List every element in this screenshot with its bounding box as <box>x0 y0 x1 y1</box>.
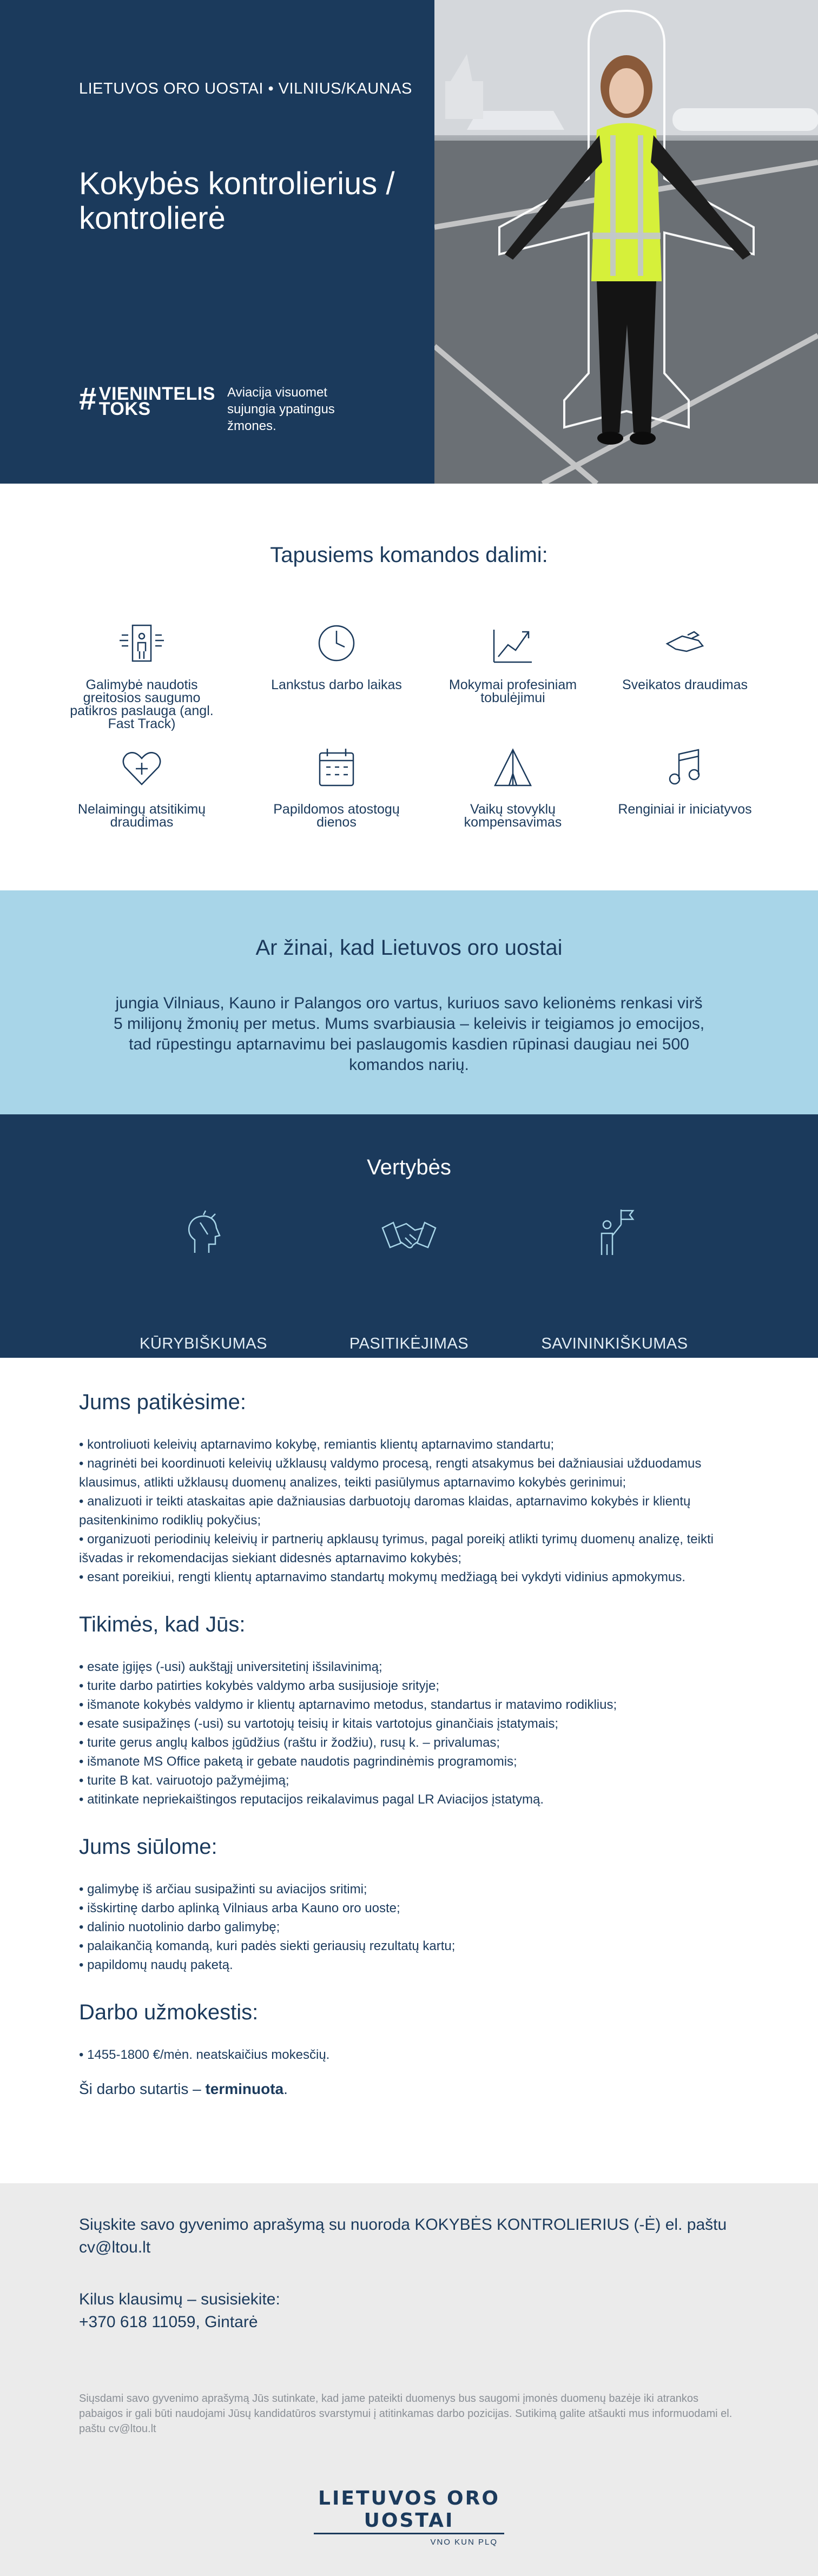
creativity-icon <box>106 1206 301 1260</box>
salary-title: Darbo užmokestis: <box>79 2000 259 2024</box>
offer-block <box>79 1835 739 1974</box>
list-item: • dalinio nuotolinio darbo galimybę; <box>79 1918 739 1937</box>
benefit-label: Sveikatos draudimas <box>622 677 748 692</box>
job-title: Kokybės kontrolierius / kontrolierė <box>79 166 395 236</box>
value-ownership <box>517 1206 712 1353</box>
contract-prefix: Ši darbo sutartis – <box>79 2080 206 2097</box>
hashtag-badge <box>79 381 215 419</box>
value-creativity <box>106 1206 301 1353</box>
responsibilities-title: Jums patikėsime: <box>79 1390 246 1414</box>
music-note-icon <box>609 743 761 792</box>
list-item: • esant poreikiui, rengti klientų aptarnavimo standartų mokymų medžiagą bei vykdyti vidinius apmokymus. <box>79 1568 739 1587</box>
salary-list <box>79 2045 739 2064</box>
list-item: • atitinkate nepriekaištingos reputacijos reikalavimus pagal LR Aviacijos įstatymą. <box>79 1790 739 1809</box>
responsibilities-list <box>79 1435 739 1587</box>
apply-text: Siųskite savo gyvenimo aprašymą su nuoroda KOKYBĖS KONTROLIERIUS (-Ė) el. paštu <box>79 2216 727 2234</box>
list-item: • išmanote kokybės valdymo ir klientų aptarnavimo metodus, standartus ir matavimo rodiklius; <box>79 1695 739 1714</box>
hero-photo-illustration <box>434 0 818 484</box>
list-item: • turite B kat. vairuotojo pažymėjimą; <box>79 1771 739 1790</box>
hashtag-word-1: VIENINTELIS <box>98 384 215 404</box>
hero-kicker: LIETUVOS ORO UOSTAI • VILNIUS/KAUNAS <box>79 80 412 97</box>
benefit-training <box>437 619 589 704</box>
list-item: • organizuoti periodinių keleivių ir partnerių apklausų tyrimus, pagal poreikį atlikti tyrimų duomenų analizę, teikti išvadas ir rekomendacijas siekiant didesnės aptarnavimo kokybės; <box>79 1530 739 1568</box>
offer-list <box>79 1880 739 1974</box>
contact-phone-link[interactable]: +370 618 11059, Gintarė <box>79 2313 258 2331</box>
hero-banner <box>0 0 818 484</box>
requirements-block <box>79 1613 739 1809</box>
list-item: • papildomų naudų paketą. <box>79 1956 739 1974</box>
fast-track-icon <box>66 619 217 668</box>
benefits-title: Tapusiems komandos dalimi: <box>270 543 548 567</box>
application-footer <box>0 2183 818 2576</box>
ownership-flag-icon <box>517 1206 712 1260</box>
hashtag-symbol: # <box>79 381 97 417</box>
responsibilities-block <box>79 1390 739 1587</box>
salary-block <box>79 2000 739 2098</box>
value-label: PASITIKĖJIMAS <box>349 1335 469 1352</box>
hashtag-word-2: TOKS <box>98 399 151 419</box>
tent-icon <box>437 743 589 792</box>
value-label: SAVININKIŠKUMAS <box>541 1335 688 1352</box>
contract-type <box>79 2080 739 2098</box>
benefit-label: Papildomos atostogų dienos <box>273 802 400 830</box>
clock-icon <box>261 619 412 668</box>
list-item: • esate susipažinęs (-usi) su vartotojų teisių ir kitais vartotojus ginančiais įstatymais; <box>79 1714 739 1733</box>
list-item: • analizuoti ir teikti ataskaitas apie dažniausias darbuotojų daromas klaidas, aptarnavimo kokybės ir klientų pasitenkinimo rodiklių pokyčius; <box>79 1492 739 1530</box>
requirements-list <box>79 1657 739 1809</box>
list-item: • galimybę iš arčiau susipažinti su aviacijos sritimi; <box>79 1880 739 1899</box>
job-details <box>0 1358 818 2183</box>
calendar-icon <box>261 743 412 792</box>
did-you-know-title: Ar žinai, kad Lietuvos oro uostai <box>255 936 563 960</box>
benefit-label: Vaikų stovyklų kompensavimas <box>464 802 562 830</box>
benefits-section <box>0 484 818 890</box>
logo-name: LIETUVOS ORO UOSTAI <box>314 2487 504 2534</box>
heart-plus-icon <box>66 743 217 792</box>
benefit-label: Galimybė naudotis greitosios saugumo patikros paslauga (angl. Fast Track) <box>70 677 214 731</box>
benefit-label: Lankstus darbo laikas <box>271 677 402 692</box>
value-label: KŪRYBIŠKUMAS <box>140 1335 267 1352</box>
hero-text-panel <box>0 0 434 484</box>
did-you-know-text: jungia Vilniaus, Kauno ir Palangos oro vartus, kuriuos savo kelionėms renkasi virš 5 milijonų žmonių per metus. Mums svarbiausia – keleivis ir teigiamos jo emocijos, tad rūpestingu aptarnavimu bei paslaugomis kasdien rūpinasi daugiau nei 500 komandos narių. <box>113 994 705 1074</box>
apply-email-link[interactable]: cv@ltou.lt <box>79 2238 151 2256</box>
contact-label: Kilus klausimų – susisiekite: <box>79 2290 280 2308</box>
list-item: • palaikančią komandą, kuri padės siekti geriausių rezultatų kartu; <box>79 1937 739 1956</box>
apply-instructions <box>79 2214 728 2259</box>
benefit-fast-track <box>66 619 217 730</box>
benefit-health-insurance <box>609 619 761 691</box>
benefit-flexible-hours <box>261 619 412 691</box>
list-item: • esate įgijęs (-usi) aukštąjį universitetinį išsilavinimą; <box>79 1657 739 1676</box>
list-item: • kontroliuoti keleivių aptarnavimo kokybę, remiantis klientų aptarnavimo standartu; <box>79 1435 739 1454</box>
privacy-note: Siųsdami savo gyvenimo aprašymą Jūs sutinkate, kad jame pateikti duomenys bus saugomi įmonės duomenų bazėje iki atrankos pabaigos ir gali būti naudojami Jūsų kandidatūros svarstymui į atitinkamas darbo pozicijas. Sutikimą galite atšaukti mus informuodami el. paštu cv@ltou.lt <box>79 2393 733 2435</box>
salary-amount: • 1455-1800 €/mėn. neatskaičius mokesčių. <box>79 2045 739 2064</box>
benefit-label: Renginiai ir iniciatyvos <box>618 802 752 817</box>
hero-tagline: Aviacija visuomet sujungia ypatingus žmones. <box>227 385 335 433</box>
offer-title: Jums siūlome: <box>79 1835 217 1859</box>
health-hand-icon <box>609 619 761 668</box>
benefit-kids-camps <box>437 743 589 829</box>
benefit-extra-vacation <box>261 743 412 829</box>
logo-airports: VNO KUN PLQ <box>430 2538 498 2547</box>
person-in-safety-vest-photo <box>434 0 818 484</box>
contact-info <box>79 2288 280 2334</box>
values-title: Vertybės <box>367 1155 451 1179</box>
contract-suffix: . <box>283 2080 288 2097</box>
benefit-label: Nelaimingų atsitikimų draudimas <box>77 802 206 830</box>
handshake-icon <box>312 1206 506 1260</box>
requirements-title: Tikimės, kad Jūs: <box>79 1613 246 1636</box>
benefit-events <box>609 743 761 816</box>
did-you-know-section <box>0 890 818 1114</box>
list-item: • turite gerus anglų kalbos įgūdžius (raštu ir žodžiu), rusų k. – privalumas; <box>79 1733 739 1752</box>
list-item: • nagrinėti bei koordinuoti keleivių užklausų valdymo procesą, rengti atsakymus bei dažniausiai užduodamus klausimus, atlikti užklausų duomenų analizes, teikti pasiūlymus aptarnavimo kokybės gerinimui; <box>79 1454 739 1492</box>
benefit-label: Mokymai profesiniam tobulėjimui <box>448 677 577 705</box>
list-item: • išskirtinę darbo aplinką Vilniaus arba Kauno oro uoste; <box>79 1899 739 1918</box>
company-logo <box>314 2487 504 2547</box>
contract-term: terminuota <box>205 2080 284 2097</box>
list-item: • išmanote MS Office paketą ir gebate naudotis pagrindinėmis programomis; <box>79 1752 739 1771</box>
value-trust <box>312 1206 506 1353</box>
benefit-accident-insurance <box>66 743 217 829</box>
values-section <box>0 1114 818 1358</box>
growth-chart-icon <box>437 619 589 668</box>
list-item: • turite darbo patirties kokybės valdymo arba susijusioje srityje; <box>79 1676 739 1695</box>
